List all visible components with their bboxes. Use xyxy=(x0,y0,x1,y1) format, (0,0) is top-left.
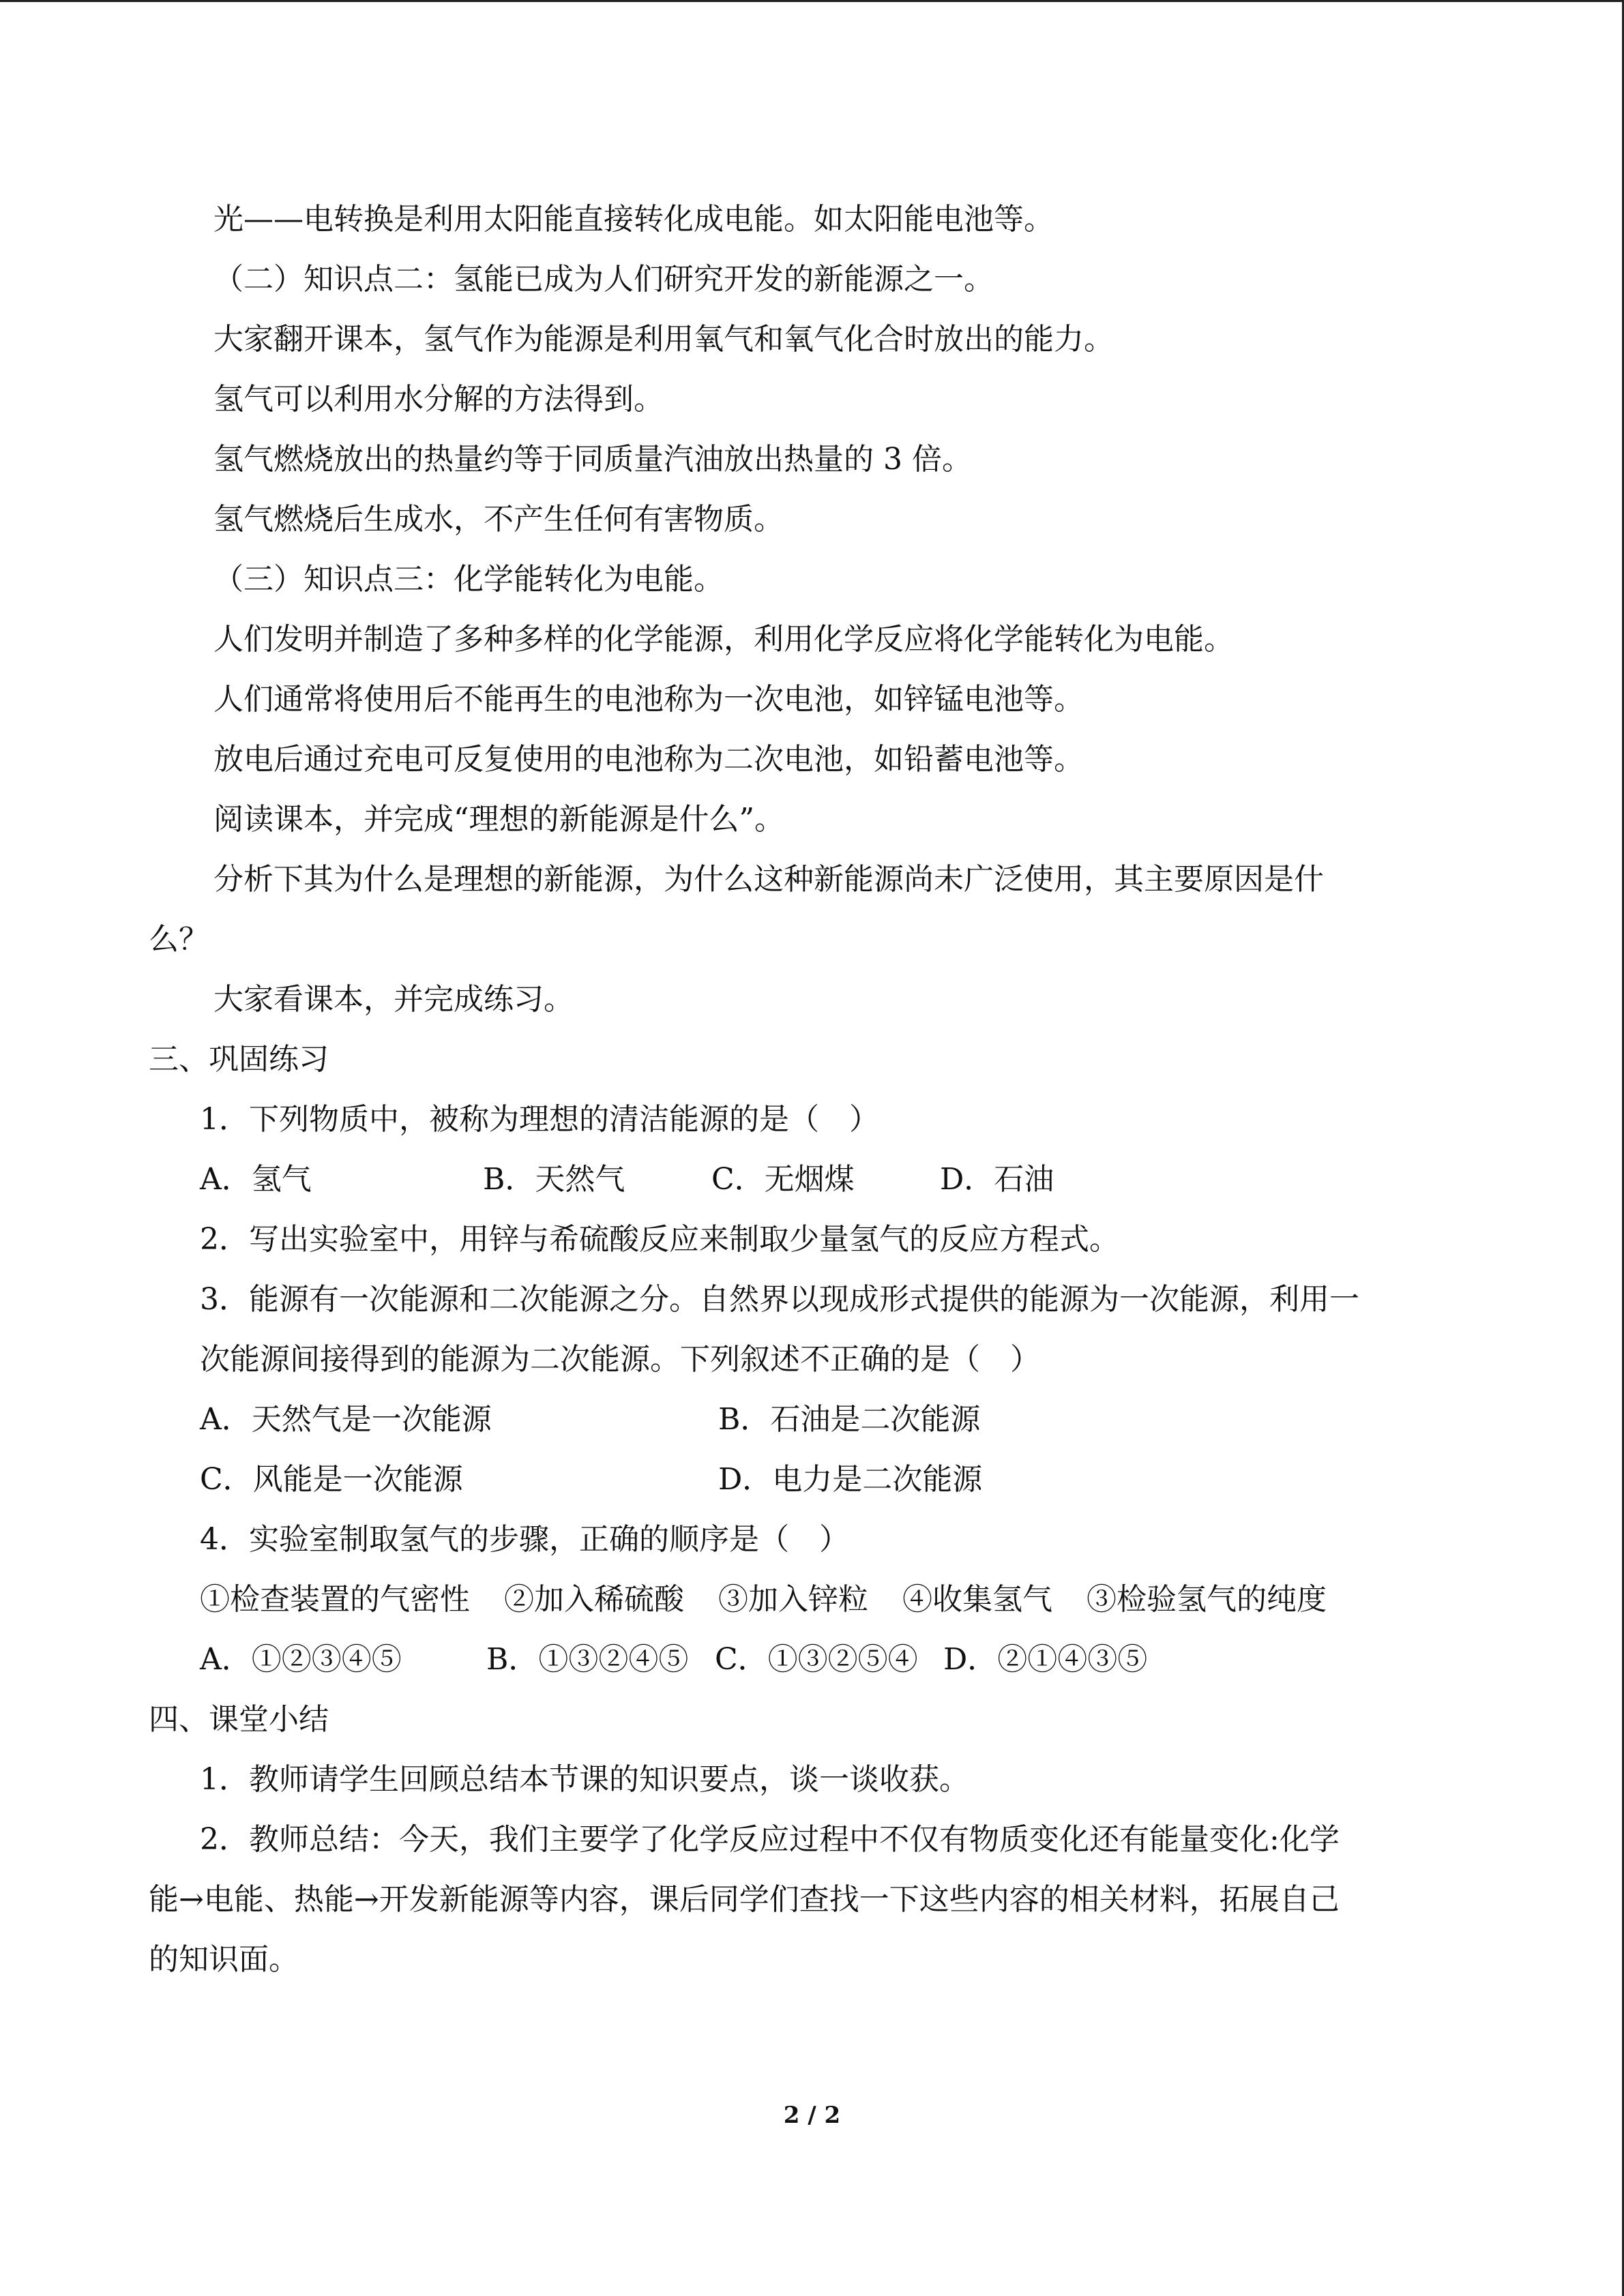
section-heading: 三、巩固练习 xyxy=(149,1042,329,1077)
option-c: C．风能是一次能源 xyxy=(200,1462,463,1497)
question-4-steps xyxy=(149,1582,1479,1645)
page-number: 2 / 2 xyxy=(783,2102,841,2129)
summary-item-2-continued: 的知识面。 xyxy=(149,1942,299,1977)
option-b: B．天然气 xyxy=(483,1162,625,1197)
step-1: ①检查装置的气密性 xyxy=(200,1582,470,1617)
option-a: A．氢气 xyxy=(200,1162,312,1197)
option-c: C．①③②⑤④ xyxy=(715,1642,918,1677)
summary-item-2: 2．教师总结：今天，我们主要学了化学反应过程中不仅有物质变化还有能量变化:化学 xyxy=(200,1822,1340,1857)
option-c: C．无烟煤 xyxy=(711,1162,855,1197)
paragraph-line: 么？ xyxy=(149,922,209,957)
option-d: D．电力是二次能源 xyxy=(718,1462,983,1497)
question-3-continued: 次能源间接得到的能源为二次能源。下列叙述不正确的是（ ） xyxy=(200,1342,1040,1377)
section-heading: 四、课堂小结 xyxy=(149,1702,329,1737)
option-b: B．石油是二次能源 xyxy=(718,1402,981,1437)
paragraph-line: （二）知识点二：氢能已成为人们研究开发的新能源之一。 xyxy=(213,262,994,297)
paragraph-line: 光——电转换是利用太阳能直接转化成电能。如太阳能电池等。 xyxy=(213,202,1054,237)
step-3: ③加入锌粒 xyxy=(718,1582,868,1617)
question-3-options-row-2 xyxy=(149,1462,1479,1525)
question-1: 1．下列物质中，被称为理想的清洁能源的是（ ） xyxy=(200,1102,879,1137)
question-3: 3．能源有一次能源和二次能源之分。自然界以现成形式提供的能源为一次能源，利用一 xyxy=(200,1282,1359,1317)
question-1-options xyxy=(149,1162,1479,1225)
step-2: ②加入稀硫酸 xyxy=(504,1582,684,1617)
question-4: 4．实验室制取氢气的步骤，正确的顺序是（ ） xyxy=(200,1522,849,1557)
option-b: B．①③②④⑤ xyxy=(486,1642,689,1677)
paragraph-line: 放电后通过充电可反复使用的电池称为二次电池，如铅蓄电池等。 xyxy=(213,742,1084,777)
paragraph-line: 大家翻开课本，氢气作为能源是利用氧气和氧气化合时放出的能力。 xyxy=(213,322,1114,357)
paragraph-line: 氢气燃烧后生成水，不产生任何有害物质。 xyxy=(213,502,784,537)
paragraph-line: 氢气燃烧放出的热量约等于同质量汽油放出热量的 3 倍。 xyxy=(213,442,972,477)
question-3-options-row-1 xyxy=(149,1402,1479,1465)
question-4-options xyxy=(149,1642,1479,1705)
option-d: D．②①④③⑤ xyxy=(943,1642,1148,1677)
option-a: A．①②③④⑤ xyxy=(200,1642,402,1677)
paragraph-line: （三）知识点三：化学能转化为电能。 xyxy=(213,562,724,597)
paragraph-line: 阅读课本，并完成“理想的新能源是什么”。 xyxy=(213,802,784,837)
paragraph-line: 大家看课本，并完成练习。 xyxy=(213,982,574,1017)
option-a: A．天然气是一次能源 xyxy=(200,1402,492,1437)
paragraph-line: 氢气可以利用水分解的方法得到。 xyxy=(213,382,664,417)
paragraph-line: 人们通常将使用后不能再生的电池称为一次电池，如锌锰电池等。 xyxy=(213,682,1084,717)
page-top-border xyxy=(0,0,1624,2)
step-4: ④收集氢气 xyxy=(902,1582,1052,1617)
summary-item-2-continued: 能→电能、热能→开发新能源等内容，课后同学们查找一下这些内容的相关材料，拓展自己 xyxy=(149,1882,1340,1917)
summary-item-1: 1．教师请学生回顾总结本节课的知识要点，谈一谈收获。 xyxy=(200,1762,969,1797)
step-5: ③检验氢气的纯度 xyxy=(1087,1582,1327,1617)
paragraph-line: 分析下其为什么是理想的新能源，为什么这种新能源尚未广泛使用，其主要原因是什 xyxy=(213,862,1324,897)
question-2: 2．写出实验室中，用锌与希硫酸反应来制取少量氢气的反应方程式。 xyxy=(200,1222,1119,1257)
document-body xyxy=(149,202,1479,2005)
option-d: D．石油 xyxy=(940,1162,1054,1197)
paragraph-line: 人们发明并制造了多种多样的化学能源，利用化学反应将化学能转化为电能。 xyxy=(213,622,1234,657)
